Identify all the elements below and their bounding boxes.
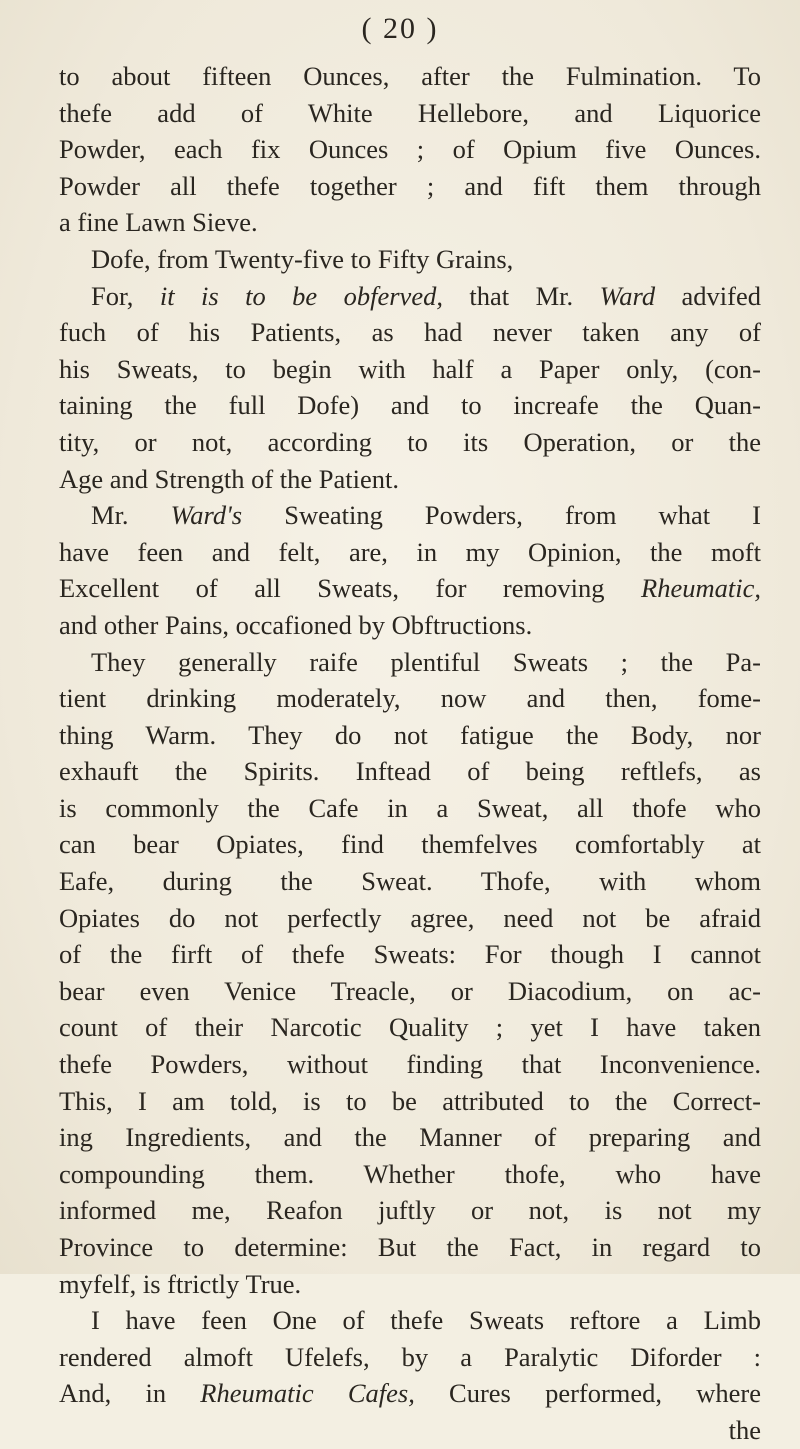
text-line: to about fifteen Ounces, after the Fulmination. To: [59, 61, 761, 91]
body-text: [59, 58, 761, 1449]
page-number: ( 20 ): [361, 12, 439, 45]
text-line: myfelf, is ftrictly True.: [59, 1268, 302, 1299]
text-line: compounding them. Whether thofe, who have: [59, 1158, 761, 1189]
text-line: This, I am told, is to be attributed to the Correct-: [59, 1085, 761, 1116]
text-line: Eafe, during the Sweat. Thofe, with whom: [59, 866, 761, 897]
text-line: ing Ingredients, and the Manner of preparing and: [59, 1122, 761, 1153]
text-line: a fine Lawn Sieve.: [59, 207, 258, 238]
text-line: rendered almoft Ufelefs, by a Paralytic Diforder :: [59, 1341, 761, 1372]
text-line: taining the full Dofe) and to increafe the Quan-: [59, 390, 761, 421]
text-line: of the firft of thefe Sweats: For though I cannot: [59, 939, 761, 970]
text-line: his Sweats, to begin with half a Paper only, (con-: [59, 353, 761, 384]
text-line: Province to determine: But the Fact, in regard to: [59, 1232, 761, 1262]
text-line: And, in Rheumatic Cafes, Cures performed, where: [59, 1378, 762, 1409]
text-line: tient drinking moderately, now and then, fome-: [59, 683, 761, 714]
text-line: thefe Powders, without finding that Inconvenience.: [59, 1049, 761, 1080]
text-line: Dofe, from Twenty-five to Fifty Grains,: [91, 243, 514, 274]
text-line: fuch of his Patients, as had never taken any of: [59, 317, 761, 348]
text-line: informed me, Reafon juftly or not, is not my: [59, 1195, 761, 1226]
text-line: thefe add of White Hellebore, and Liquorice: [59, 97, 761, 128]
text-line: tity, or not, according to its Operation, or the: [59, 426, 761, 457]
text-line: have feen and felt, are, in my Opinion, the moft: [59, 536, 761, 567]
text-line: exhauft the Spirits. Inftead of being reftlefs, as: [59, 756, 761, 787]
text-line: They generally raife plentiful Sweats ; the Pa-: [91, 646, 761, 677]
text-line: I have feen One of thefe Sweats reftore a Limb: [91, 1305, 761, 1336]
text-line: Powder, each fix Ounces ; of Opium five Ounces.: [59, 134, 761, 165]
text-line: is commonly the Cafe in a Sweat, all thofe who: [59, 792, 761, 823]
catchword: the: [728, 1414, 761, 1445]
text-line: Age and Strength of the Patient.: [59, 463, 400, 494]
text-line: and other Pains, occafioned by Obftructions.: [59, 609, 533, 640]
text-line: Mr. Ward's Sweating Powders, from what I: [91, 500, 761, 531]
text-line: count of their Narcotic Quality ; yet I have taken: [59, 1012, 761, 1043]
text-line: thing Warm. They do not fatigue the Body, nor: [59, 719, 761, 750]
text-line: bear even Venice Treacle, or Diacodium, on ac-: [59, 975, 761, 1006]
text-line: Excellent of all Sweats, for removing Rheumatic,: [59, 573, 761, 604]
text-line: Opiates do not perfectly agree, need not be afraid: [59, 902, 761, 933]
text-line: For, it is to be obferved, that Mr. Ward advifed: [91, 280, 761, 311]
text-line: can bear Opiates, find themfelves comfortably at: [59, 829, 761, 860]
text-line: Powder all thefe together ; and fift them through: [59, 170, 761, 201]
